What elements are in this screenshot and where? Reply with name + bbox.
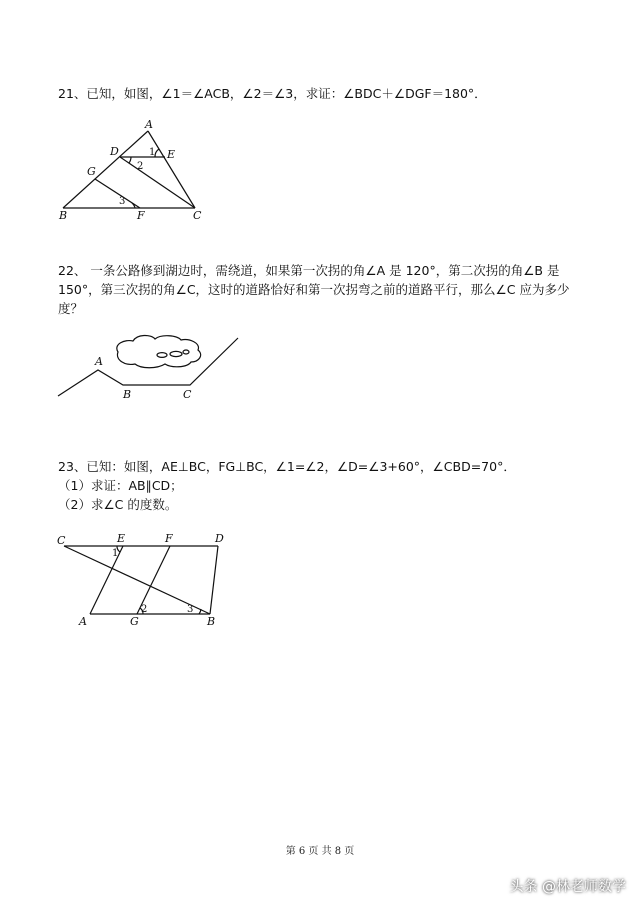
label-1: 1 (112, 548, 119, 559)
label-b: B (123, 388, 132, 401)
label-c: C (183, 388, 192, 401)
question-23-part1: （1）求证：AB∥CD； (58, 478, 183, 493)
watermark: 头条 @林老师数学 (509, 879, 626, 895)
label-g: G (87, 165, 96, 178)
angle-3-arc (132, 203, 135, 208)
label-g: G (130, 615, 139, 628)
question-22 (58, 261, 598, 318)
segment-ac (148, 131, 195, 208)
page-footer: 第 6 页 共 8 页 (285, 846, 355, 857)
label-d: D (215, 532, 224, 545)
figure-23 (55, 532, 235, 632)
label-a: A (145, 118, 153, 131)
road-path (58, 338, 238, 396)
label-2: 2 (141, 604, 148, 615)
lake-ripple (157, 353, 167, 358)
label-3: 3 (119, 196, 126, 207)
label-d: D (110, 145, 119, 158)
label-b: B (59, 209, 68, 222)
question-21 (58, 84, 598, 103)
question-22-line2: 150°，第三次拐的角∠C，这时的道路恰好和第一次拐弯之前的道路平行，那么∠C 应为多少 (58, 282, 570, 297)
angle-2-arc (129, 157, 131, 163)
angle-1-arc (155, 149, 159, 157)
label-c: C (193, 209, 202, 222)
label-2: 2 (137, 161, 144, 172)
label-f: F (137, 209, 145, 222)
question-22-line1: 22、 一条公路修到湖边时，需绕道，如果第一次拐的角∠A 是 120°，第二次拐的角∠B 是 (58, 263, 560, 278)
question-23-text: 23、已知：如图，AE⊥BC，FG⊥BC，∠1=∠2，∠D=∠3+60°，∠CBD=70°． (58, 459, 516, 474)
figure-21 (55, 118, 215, 228)
label-e: E (167, 148, 176, 161)
label-f: F (165, 532, 173, 545)
label-b: B (207, 615, 216, 628)
question-23-part2: （2）求∠C 的度数。 (58, 497, 178, 512)
question-23 (58, 457, 598, 514)
question-21-text: 21、已知，如图，∠1＝∠ACB，∠2＝∠3，求证：∠BDC＋∠DGF＝180°． (58, 86, 487, 101)
label-a: A (79, 615, 87, 628)
label-c: C (57, 534, 66, 547)
label-1: 1 (149, 147, 156, 158)
lake-outline (117, 335, 201, 367)
segment-dc (120, 157, 195, 208)
segment-ab (63, 131, 148, 208)
lake-ripple (183, 350, 189, 354)
question-22-line3: 度？ (58, 301, 84, 316)
label-3: 3 (187, 604, 194, 615)
label-a: A (95, 355, 103, 368)
figure-22 (55, 330, 245, 405)
segment-db (210, 546, 218, 614)
label-e: E (117, 532, 126, 545)
lake-ripple (170, 351, 182, 356)
